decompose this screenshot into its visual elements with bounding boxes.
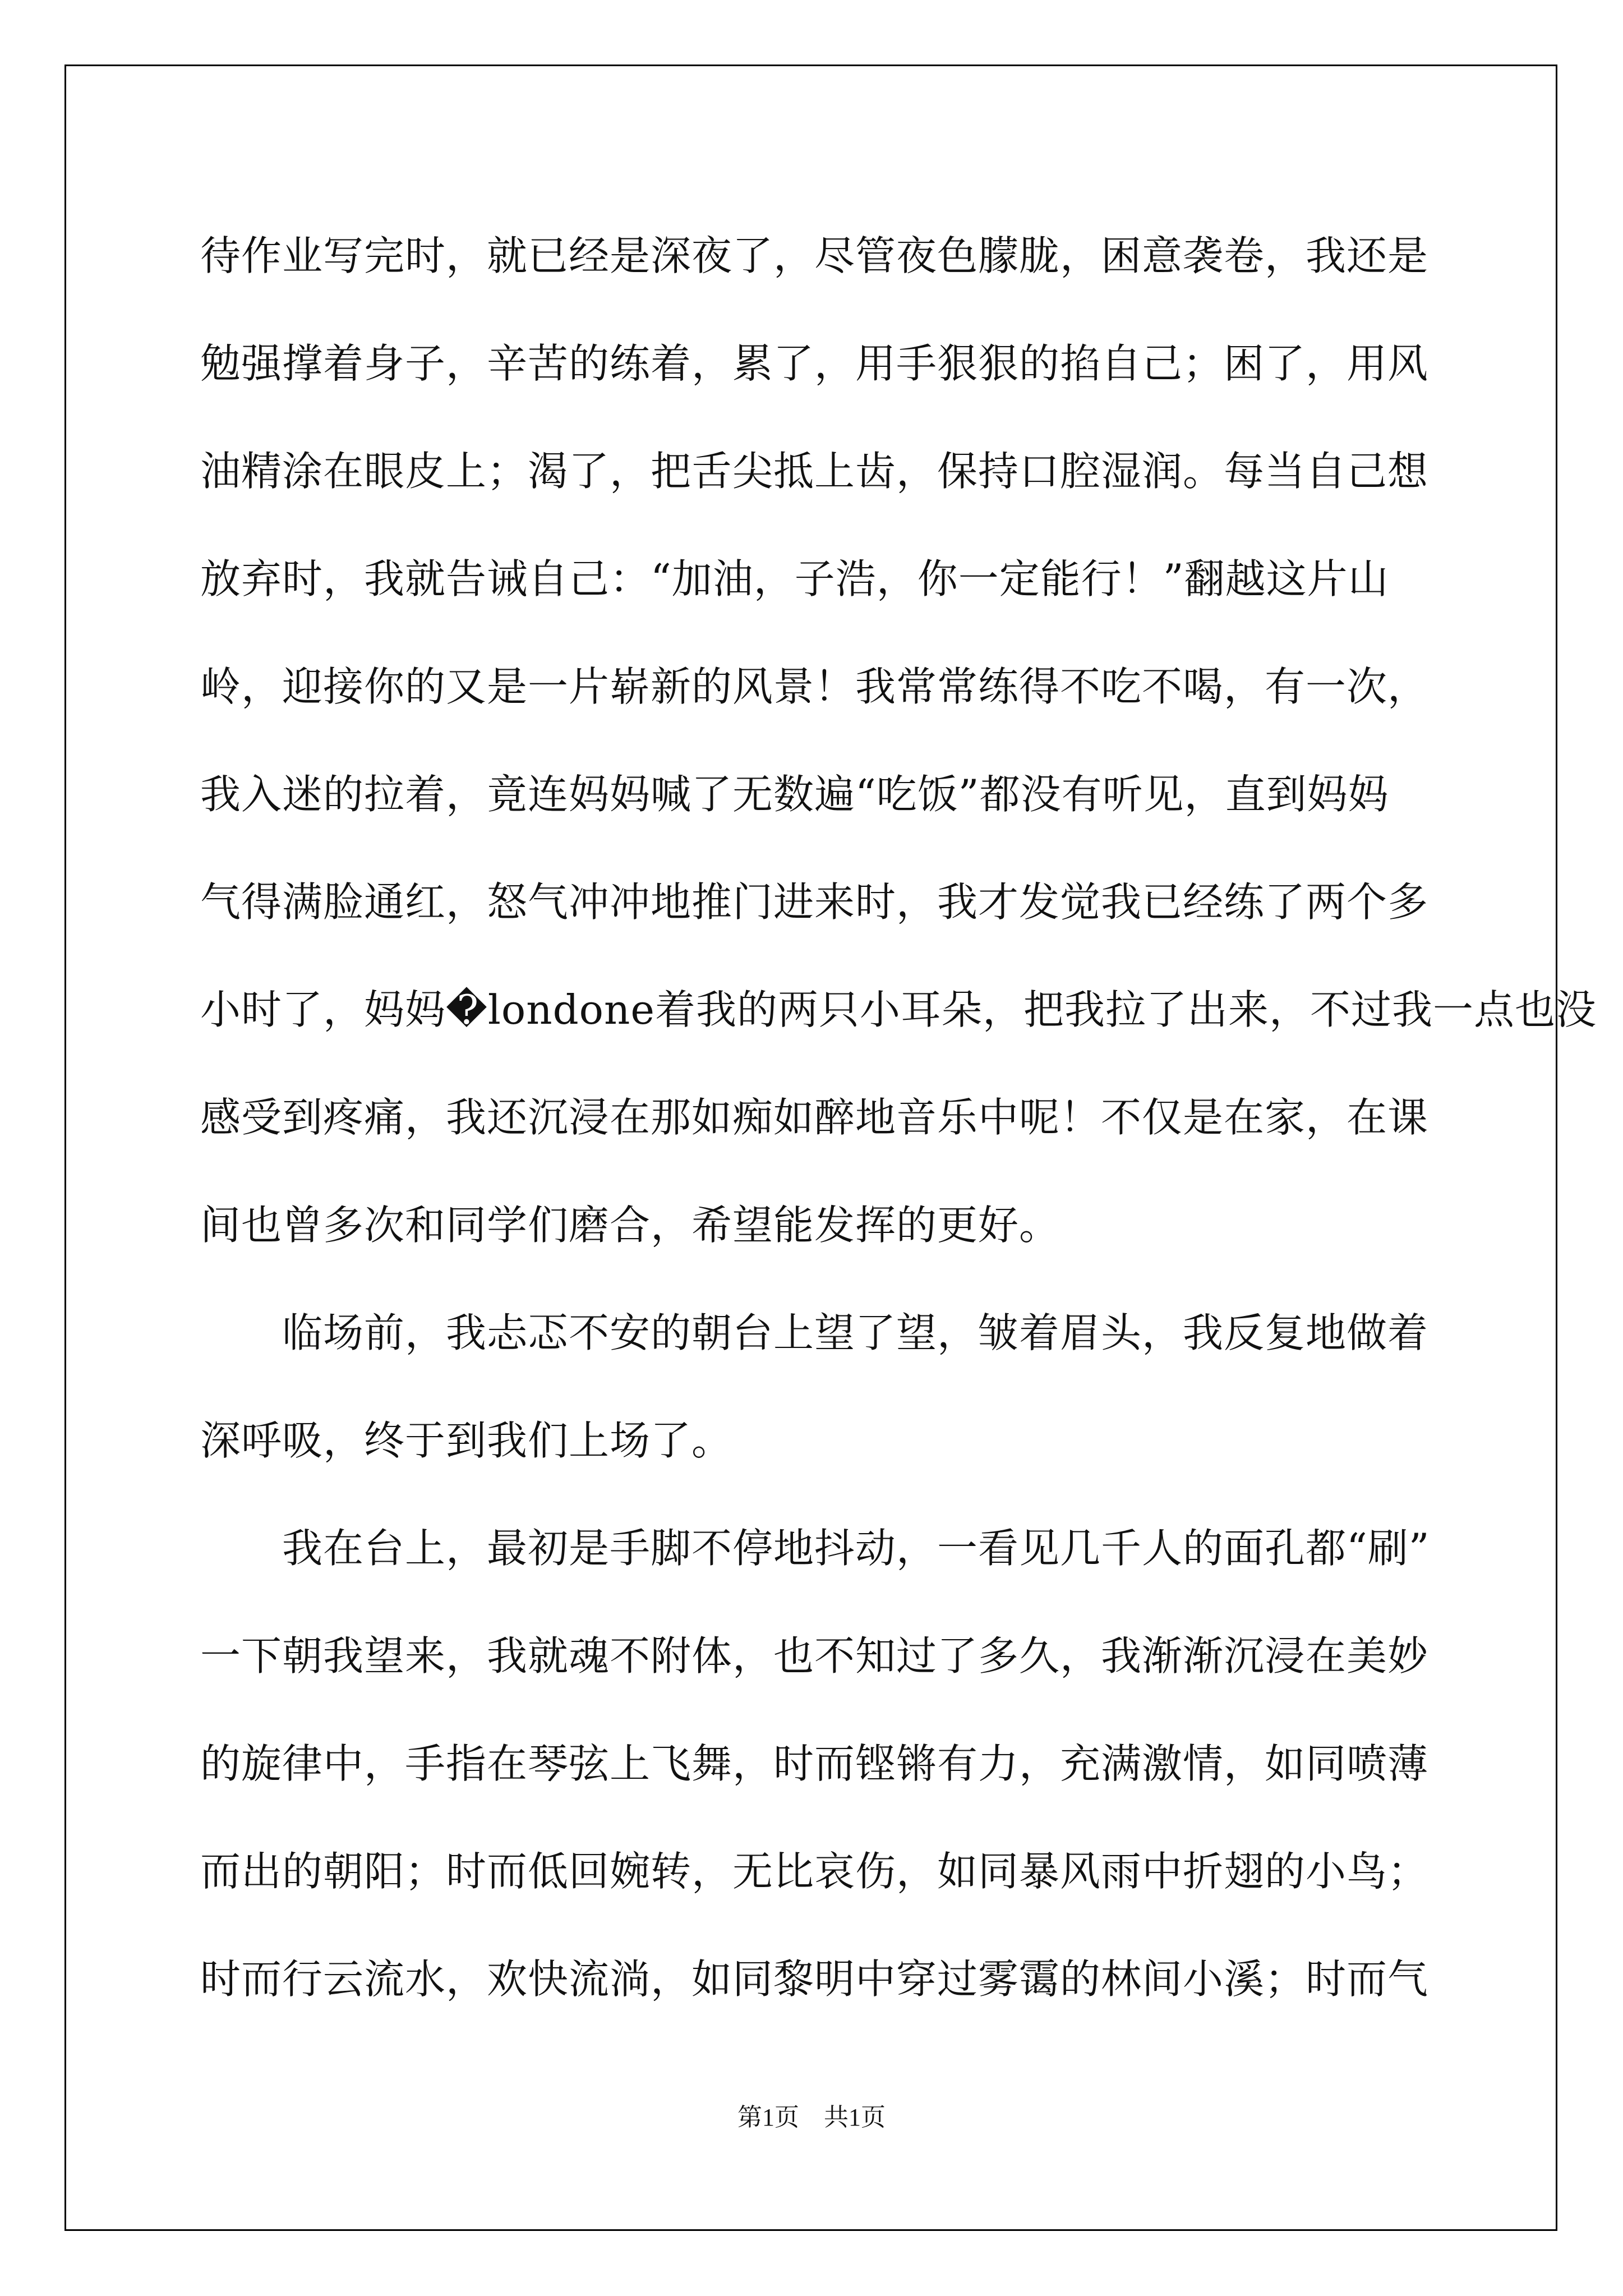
text-line: 一下朝我望来，我就魂不附体，也不知过了多久，我渐渐沉浸在美妙 [200,1632,1429,1680]
page-border [64,65,1557,2231]
text-line: 油精涂在眼皮上；渴了，把舌尖抵上齿，保持口腔湿润。每当自己想 [200,448,1429,495]
text-line: 深呼吸，终于到我们上场了。 [200,1417,733,1464]
text-line: 小时了，妈妈�londone着我的两只小耳朵，把我拉了出来，不过我一点也没 [200,986,1597,1033]
text-line: 气得满脸通红，怒气冲冲地推门进来时，我才发觉我已经练了两个多 [200,878,1429,926]
text-line: 我入迷的拉着，竟连妈妈喊了无数遍“吃饭”都没有听见，直到妈妈 [200,771,1389,818]
text-line: 勉强撑着身子，辛苦的练着，累了，用手狠狠的掐自己；困了，用风 [200,340,1429,387]
text-line: 的旋律中，手指在琴弦上飞舞，时而铿锵有力，充满激情，如同喷薄 [200,1740,1429,1787]
text-line: 而出的朝阳；时而低回婉转，无比哀伤，如同暴风雨中折翅的小鸟； [200,1848,1429,1895]
text-line: 我在台上，最初是手脚不停地抖动，一看见几千人的面孔都“刷” [200,1525,1430,1572]
text-line: 放弃时，我就告诫自己：“加油，子浩，你一定能行！”翻越这片山 [200,555,1389,602]
text-line: 感受到疼痛，我还沉浸在那如痴如醉地音乐中呢！不仅是在家，在课 [200,1094,1429,1141]
text-line: 待作业写完时，就已经是深夜了，尽管夜色朦胧，困意袭卷，我还是 [200,232,1429,279]
page-number-footer: 第1页 共1页 [737,2104,886,2131]
text-line: 时而行云流水，欢快流淌，如同黎明中穿过雾霭的林间小溪；时而气 [200,1955,1429,2003]
text-line: 间也曾多次和同学们磨合，希望能发挥的更好。 [200,1202,1061,1249]
text-line: 岭，迎接你的又是一片崭新的风景！我常常练得不吃不喝，有一次， [200,663,1429,710]
text-line: 临场前，我忐忑不安的朝台上望了望，皱着眉头，我反复地做着 [200,1309,1429,1356]
